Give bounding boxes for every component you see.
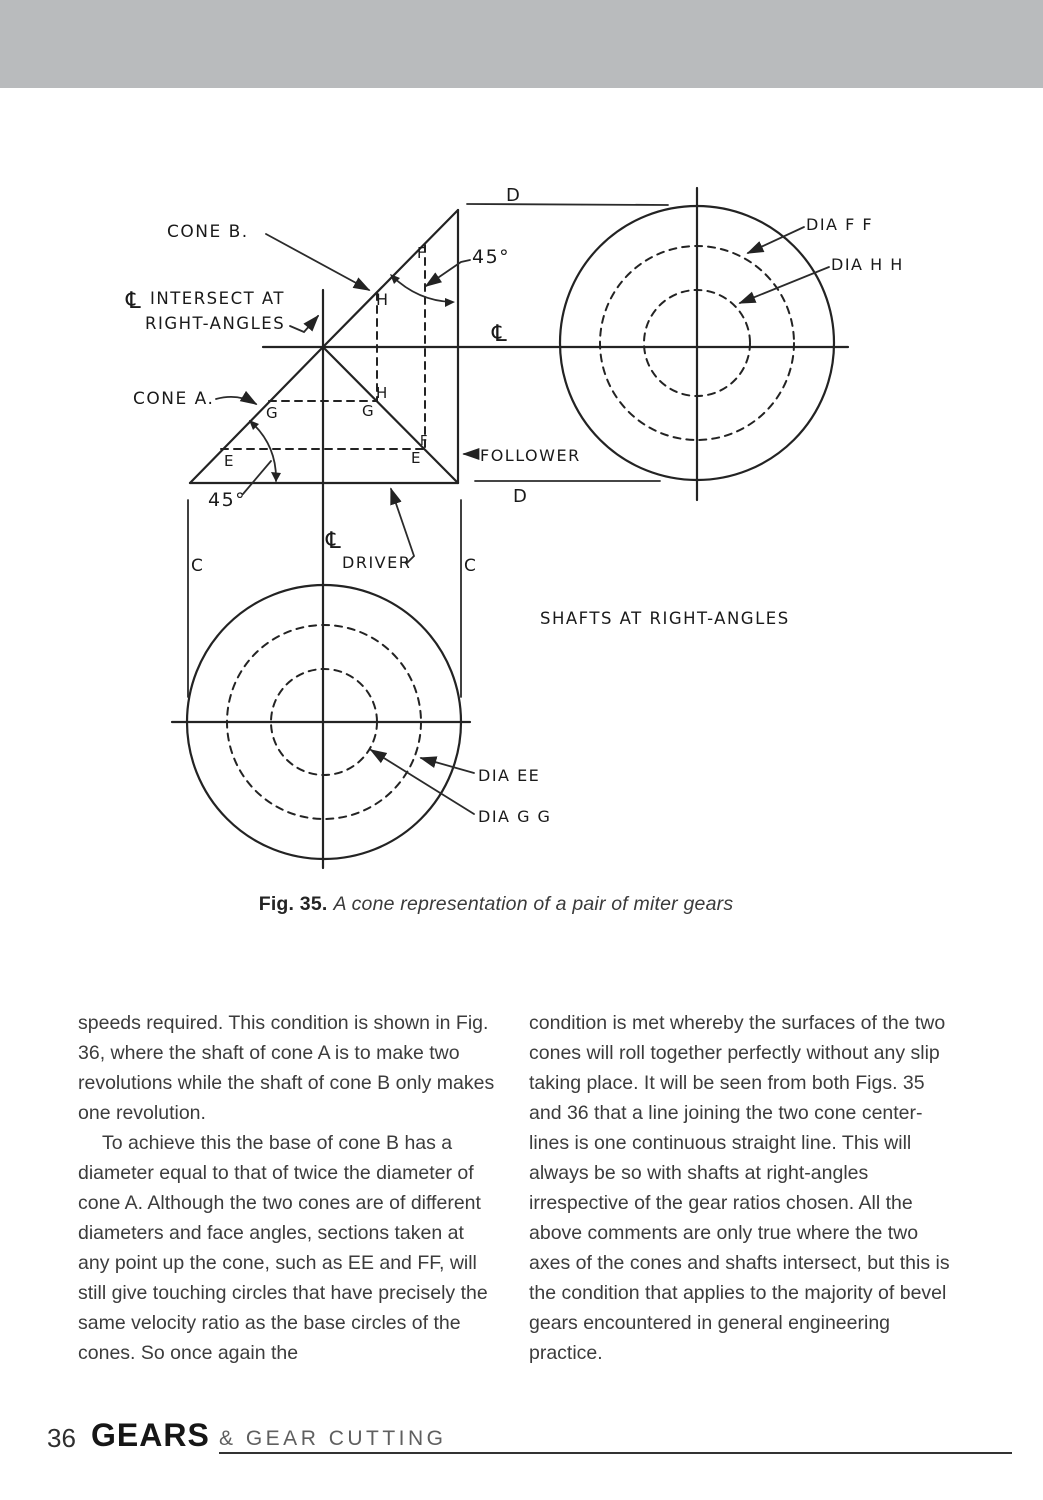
point-e-left: E bbox=[224, 452, 234, 470]
point-f-mid: F bbox=[420, 434, 428, 449]
figure-caption-label: Fig. 35. bbox=[258, 893, 328, 915]
book-subtitle: & GEAR CUTTING bbox=[219, 1427, 447, 1450]
label-c-left: C bbox=[191, 556, 205, 576]
label-dia-ee: DIA EE bbox=[478, 766, 541, 785]
label-shafts-at-right-angles: SHAFTS AT RIGHT-ANGLES bbox=[540, 609, 790, 628]
footer-rule bbox=[219, 1452, 1012, 1454]
label-intersect-at: INTERSECT AT bbox=[150, 289, 286, 308]
point-g-left: G bbox=[266, 404, 278, 422]
label-driver: DRIVER bbox=[342, 553, 412, 572]
book-title: GEARS bbox=[91, 1417, 210, 1453]
leader-arrows bbox=[216, 227, 829, 814]
point-e-right: E bbox=[411, 449, 421, 467]
body-column-right bbox=[529, 1008, 961, 1368]
paragraph: To achieve this the base of cone B has a diameter equal to that of twice the diameter of cone A. Although the two cones are of different diameters and face angles, sections taken at any point up the cone, such as EE and FF, will still give touching circles that have precisely the same velocity ratio as the base circles of the cones. So once again the bbox=[78, 1132, 488, 1364]
figure-caption bbox=[0, 893, 992, 916]
label-dia-ff: DIA F F bbox=[806, 215, 874, 234]
label-right-angles: RIGHT-ANGLES bbox=[145, 314, 286, 333]
point-h-upper: H bbox=[376, 290, 389, 309]
label-dia-gg: DIA G G bbox=[478, 807, 552, 826]
figure-caption-text: A cone representation of a pair of miter gears bbox=[333, 893, 734, 915]
centerline-symbol: ℄ bbox=[326, 528, 341, 554]
label-45deg-top: 45° bbox=[472, 246, 511, 268]
centerline-symbol: ℄ bbox=[126, 288, 141, 314]
label-cone-b: CONE B. bbox=[167, 222, 249, 242]
label-c-right: C bbox=[464, 556, 478, 576]
point-f-upper: F bbox=[417, 244, 426, 262]
point-g-right: G bbox=[362, 402, 374, 420]
diagram-labels bbox=[125, 185, 904, 826]
label-dia-hh: DIA H H bbox=[831, 255, 904, 274]
label-cone-a: CONE A. bbox=[133, 389, 215, 409]
label-45deg-bottom: 45° bbox=[208, 489, 247, 511]
label-follower: FOLLOWER bbox=[480, 446, 581, 465]
body-column-left bbox=[78, 1008, 498, 1368]
label-d-top: D bbox=[506, 185, 522, 206]
centerline-symbol: ℄ bbox=[492, 321, 507, 347]
point-h-mid: H bbox=[376, 384, 388, 402]
page-number: 36 bbox=[47, 1423, 76, 1453]
paragraph: condition is met whereby the surfaces of the two cones will roll together perfectly without any slip taking place. It will be seen from both Figs. 35 and 36 that a line joining the two cone center-lines is one continuous straight line. This will always be so with shafts at right-angles irrespective of the gear ratios chosen. All the above comments are only true where the two axes of the cones and shafts intersect, but this is the condition that applies to the majority of bevel gears encountered in general engineering practice. bbox=[529, 1012, 950, 1364]
paragraph: speeds required. This condition is shown in Fig. 36, where the shaft of cone A is to make two revolutions while the shaft of cone B only makes one revolution. bbox=[78, 1012, 495, 1124]
label-d-bottom: D bbox=[513, 486, 529, 507]
